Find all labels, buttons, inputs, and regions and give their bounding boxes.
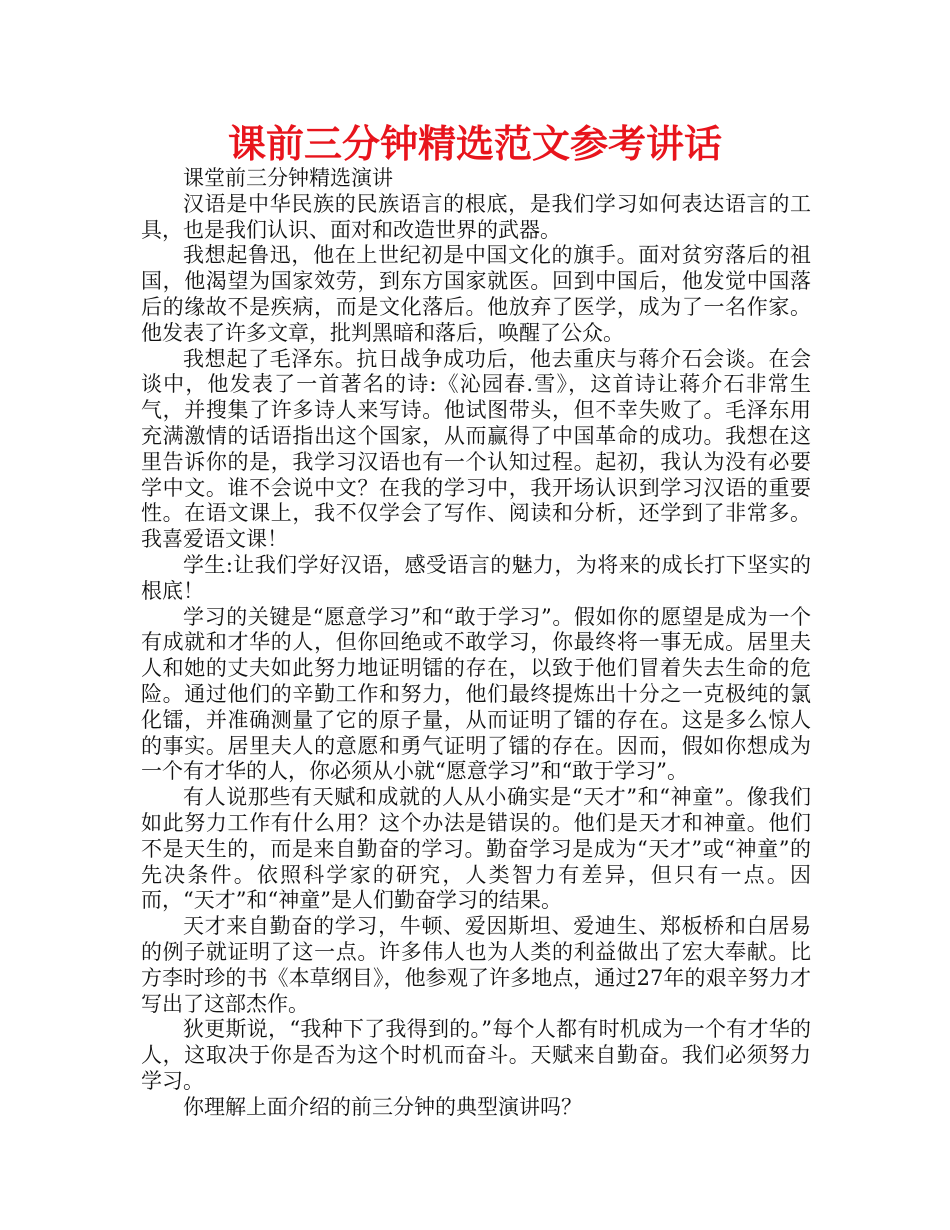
paragraph: 汉语是中华民族的民族语言的根底，是我们学习如何表达语言的工具，也是我们认识、面对和改造世界的武器。 — [141, 191, 811, 242]
paragraph: 有人说那些有天赋和成就的人从小确实是“天才”和“神童”。像我们如此努力工作有什么用？这个办法是错误的。他们是天才和神童。他们不是天生的，而是来自勤奋的学习。勤奋学习是成为“天才”或“神童”的先决条件。依照科学家的研究，人类智力有差异，但只有一点。因而，“天才”和“神童”是人们勤奋学习的结果。 — [141, 785, 811, 913]
paragraph-subtitle: 课堂前三分钟精选演讲 — [183, 166, 393, 190]
paragraph: 我想起了毛泽东。抗日战争成功后，他去重庆与蒋介石会谈。在会谈中，他发表了一首著名的诗:《沁园春.雪》，这首诗让蒋介石非常生气，并搜集了许多诗人来写诗。他试图带头，但不幸失败了。毛泽东用充满激情的话语指出这个国家，从而赢得了中国革命的成功。我想在这里告诉你的是，我学习汉语也有一个认知过程。起初，我认为没有必要学中文。谁不会说中文？在我的学习中，我开场认识到学习汉语的重要性。在语文课上，我不仅学会了写作、阅读和分析，还学到了非常多。我喜爱语文课！ — [141, 346, 811, 552]
paragraph: 我想起鲁迅，他在上世纪初是中国文化的旗手。面对贫穷落后的祖国，他渴望为国家效劳，到东方国家就医。回到中国后，他发觉中国落后的缘故不是疾病，而是文化落后。他放弃了医学，成为了一名作家。他发表了许多文章，批判黑暗和落后，唤醒了公众。 — [141, 243, 811, 345]
paragraph: 狄更斯说，“我种下了我得到的。”每个人都有时机成为一个有才华的人，这取决于你是否为这个时机而奋斗。天赋来自勤奋。我们必须努力学习。 — [141, 1017, 811, 1093]
paragraph: 你理解上面介绍的前三分钟的典型演讲吗？ — [183, 1094, 582, 1119]
paragraph: 学生:让我们学好汉语，感受语言的魅力，为将来的成长打下坚实的根底！ — [141, 552, 811, 603]
paragraph: 学习的关键是“愿意学习”和“敢于学习”。假如你的愿望是成为一个有成就和才华的人，但你回绝或不敢学习，你最终将一事无成。居里夫人和她的丈夫如此努力地证明镭的存在，以致于他们冒着失去生命的危险。通过他们的辛勤工作和努力，他们最终提炼出十分之一克极纯的氯化镭，并准确测量了它的原子量，从而证明了镭的存在。这是多么惊人的事实。居里夫人的意愿和勇气证明了镭的存在。因而，假如你想成为一个有才华的人，你必须从小就“愿意学习”和“敢于学习”。 — [141, 604, 811, 784]
document-body — [141, 166, 811, 1120]
document-title: 课前三分钟精选范文参考讲话 — [227, 122, 722, 166]
paragraph: 天才来自勤奋的学习，牛顿、爱因斯坦、爱迪生、郑板桥和白居易的例子就证明了这一点。许多伟人也为人类的利益做出了宏大奉献。比方李时珍的书《本草纲目》，他参观了许多地点，通过27年的艰辛努力才写出了这部杰作。 — [141, 914, 811, 1016]
